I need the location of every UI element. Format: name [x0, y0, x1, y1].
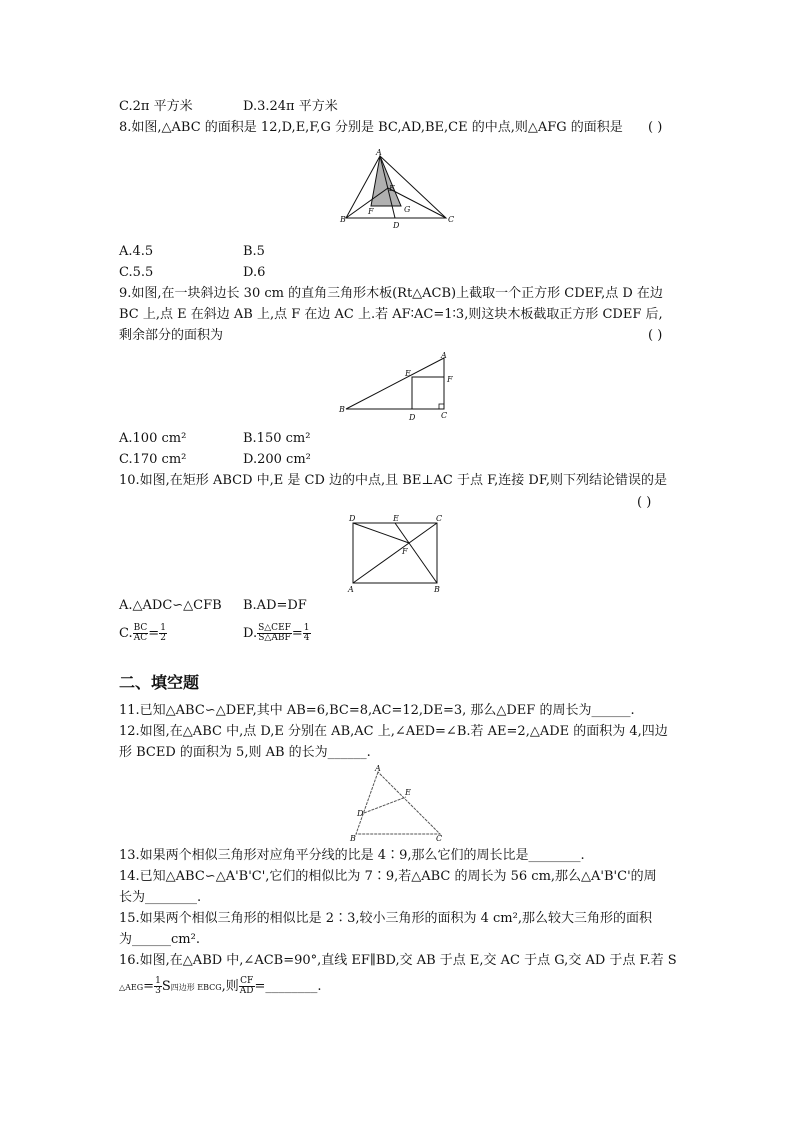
q10-label-b: B — [434, 585, 440, 594]
q12-line2: 形 BCED 的面积为 5,则 AB 的长为______. — [119, 745, 371, 760]
q9-stem-line1: 9.如图,在一块斜边长 30 cm 的直角三角形木板(Rt△ACB)上截取一个正方形 CDEF,点 D 在边 — [119, 286, 663, 301]
q16-line2: △AEG= $\frac{1}{3}$ S四边形 EBCG,则 $\frac{CF}{AD}$ =________. — [119, 976, 322, 996]
section-title-fill-in: 二、填空题 — [119, 673, 200, 692]
q10-option-d: D. $\frac{\text{S△CEF}}{\text{S△ABF}}$ = $\frac{1}{4}$ — [243, 623, 310, 643]
q8-answer-paren: ( ) — [648, 120, 663, 135]
q12-figure — [348, 764, 448, 842]
q12-triangle-abc — [356, 772, 440, 834]
q9-figure — [338, 352, 458, 422]
q12-label-b: B — [350, 834, 356, 843]
q12-label-e: E — [405, 788, 411, 797]
q9-option-b: B.150 cm² — [243, 431, 311, 446]
q9-label-d: D — [409, 413, 416, 422]
q9-stem-line2: BC 上,点 E 在斜边 AB 上,点 F 在边 AC 上.若 AF∶AC=1∶3,则这块木板截取正方形 CDEF 后, — [119, 307, 663, 322]
q8-label-c: C — [448, 215, 455, 224]
q10-option-b: B.AD=DF — [243, 598, 307, 613]
q14-line1: 14.已知△ABC∽△A'B'C',它们的相似比为 7∶9,若△ABC 的周长为 56 cm,那么△A'B'C'的周 — [119, 869, 657, 884]
q9-label-b: B — [339, 405, 345, 414]
q16-line1: 16.如图,在△ABD 中,∠ACB=90°,直线 EF∥BD,交 AB 于点 E,交 AC 于点 G,交 AD 于点 F.若 S — [119, 953, 677, 968]
q9-triangle-acb — [346, 358, 444, 409]
q10-option-c-fraction: $\frac{BC}{AC}$ — [133, 623, 148, 643]
q9-label-c: C — [441, 411, 448, 420]
q10-figure — [344, 512, 450, 594]
q9-label-a: A — [441, 351, 447, 360]
q12-label-d: D — [357, 809, 364, 818]
q8-option-a: A.4.5 — [119, 244, 154, 259]
q10-label-a: A — [348, 585, 354, 594]
q7-option-d: D.3.24π 平方米 — [243, 99, 338, 114]
q8-option-d: D.6 — [243, 265, 266, 280]
q15-line1: 15.如果两个相似三角形的相似比是 2∶3,较小三角形的面积为 4 cm²,那么较大三角形的面积 — [119, 911, 652, 926]
q8-stem: 8.如图,△ABC 的面积是 12,D,E,F,G 分别是 BC,AD,BE,CE 的中点,则△AFG 的面积是 — [119, 120, 623, 135]
q15-line2: 为______cm². — [119, 932, 200, 947]
q14-line2: 长为________. — [119, 890, 202, 905]
q9-right-angle-mark — [439, 404, 444, 409]
q9-option-c: C.170 cm² — [119, 452, 187, 467]
q8-triangle-abc — [346, 156, 446, 218]
q8-label-d: D — [393, 221, 400, 230]
q10-option-d-ratio: $\frac{1}{4}$ — [303, 623, 310, 643]
q8-label-g: G — [404, 205, 411, 214]
q8-option-c: C.5.5 — [119, 265, 154, 280]
q8-label-b: B — [340, 215, 346, 224]
q8-label-e: E — [389, 184, 395, 193]
q8-label-a: A — [376, 148, 382, 157]
q10-option-c: C. $\frac{BC}{AC}$ = $\frac{1}{2}$ — [119, 623, 166, 643]
q12-line1: 12.如图,在△ABC 中,点 D,E 分别在 AB,AC 上,∠AED=∠B.若 AE=2,△ADE 的面积为 4,四边 — [119, 724, 668, 739]
q12-label-a: A — [375, 764, 381, 773]
q8-option-b: B.5 — [243, 244, 265, 259]
q10-answer-paren: ( ) — [637, 495, 652, 510]
q10-option-c-ratio: $\frac{1}{2}$ — [160, 623, 166, 643]
q13: 13.如果两个相似三角形对应角平分线的比是 4∶9,那么它们的周长比是________. — [119, 848, 585, 863]
q12-label-c: C — [436, 834, 443, 843]
q10-option-a: A.△ADC∽△CFB — [119, 598, 222, 613]
q10-label-e: E — [393, 514, 399, 523]
q8-label-f: F — [368, 207, 374, 216]
q9-option-d: D.200 cm² — [243, 452, 311, 467]
q9-stem-line3: 剩余部分的面积为 — [119, 328, 224, 343]
q9-label-f: F — [447, 375, 453, 384]
q9-option-a: A.100 cm² — [119, 431, 187, 446]
q8-figure — [338, 148, 458, 230]
q10-label-d: D — [349, 514, 356, 523]
q10-option-d-fraction: $\frac{\text{S△CEF}}{\text{S△ABF}}$ — [258, 623, 291, 643]
q11: 11.已知△ABC∽△DEF,其中 AB=6,BC=8,AC=12,DE=3, 那么△DEF 的周长为______. — [119, 703, 635, 718]
q10-stem: 10.如图,在矩形 ABCD 中,E 是 CD 边的中点,且 BE⊥AC 于点 F,连接 DF,则下列结论错误的是 — [119, 473, 667, 488]
q10-label-c: C — [436, 514, 443, 523]
q7-option-c: C.2π 平方米 — [119, 99, 193, 114]
q10-label-f: F — [402, 547, 408, 556]
q9-answer-paren: ( ) — [648, 328, 663, 343]
q9-label-e: E — [405, 369, 411, 378]
